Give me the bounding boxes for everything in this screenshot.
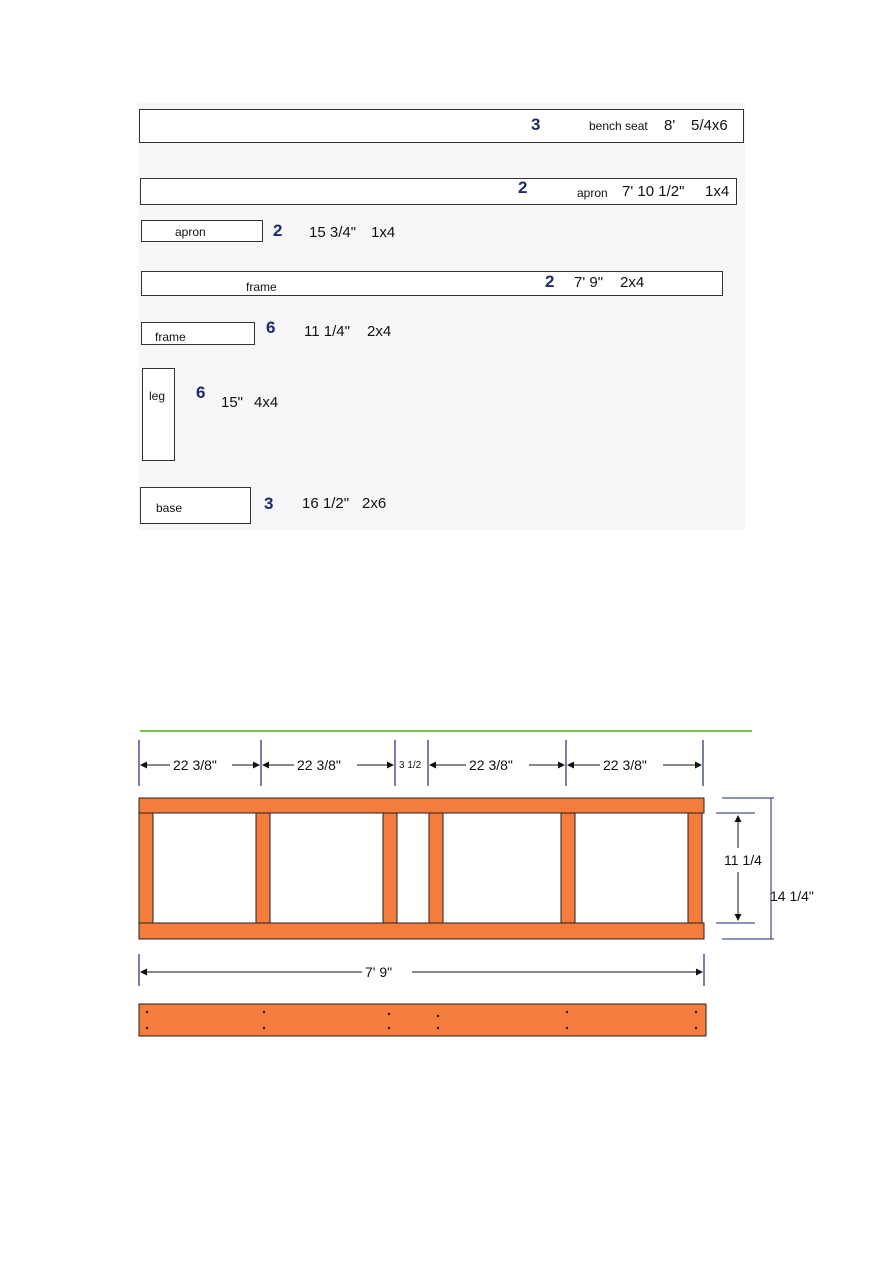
base-label: base bbox=[156, 501, 183, 515]
apron-long-length: 7' 10 1/2" bbox=[622, 183, 685, 200]
cross-piece-2 bbox=[256, 813, 270, 923]
frame-short-label: frame bbox=[155, 330, 186, 344]
frame-long-qty: 2 bbox=[545, 272, 555, 291]
base-length: 16 1/2" bbox=[302, 495, 350, 512]
frame-long-length: 7' 9" bbox=[574, 274, 604, 291]
bench-seat-length: 8' bbox=[664, 117, 676, 134]
cross-piece-1 bbox=[139, 813, 153, 923]
frame-short-length: 11 1/4" bbox=[304, 323, 350, 340]
bench-seat-label: bench seat bbox=[589, 119, 648, 133]
apron-short-size: 1x4 bbox=[371, 224, 396, 241]
frame-short-size: 2x4 bbox=[367, 323, 392, 340]
leg-length: 15" bbox=[221, 394, 244, 411]
cross-piece-4 bbox=[429, 813, 443, 923]
top-rail bbox=[139, 798, 704, 813]
height-ticks bbox=[716, 798, 774, 939]
base-size: 2x6 bbox=[362, 495, 387, 512]
outer-height: 14 1/4" bbox=[770, 888, 814, 904]
apron-short-qty: 2 bbox=[273, 221, 283, 240]
bench-seat-size: 5/4x6 bbox=[691, 117, 728, 134]
leg-qty: 6 bbox=[196, 383, 206, 402]
frame-long-label: frame bbox=[246, 280, 277, 294]
length-ticks bbox=[139, 954, 704, 986]
frame-short-qty: 6 bbox=[266, 318, 276, 337]
bench-seat-qty: 3 bbox=[531, 115, 541, 134]
cross-piece-6 bbox=[688, 813, 702, 923]
cross-piece-5 bbox=[561, 813, 575, 923]
apron-short-length: 15 3/4" bbox=[309, 224, 357, 241]
apron-long-label: apron bbox=[577, 186, 608, 200]
apron-long-qty: 2 bbox=[518, 178, 528, 197]
spacing-5: 22 3/8" bbox=[603, 757, 647, 773]
spacing-3: 3 1/2 bbox=[399, 760, 422, 771]
apron-short-label: apron bbox=[175, 225, 206, 239]
spacing-2: 22 3/8" bbox=[297, 757, 341, 773]
base-qty: 3 bbox=[264, 494, 274, 513]
spacing-4: 22 3/8" bbox=[469, 757, 513, 773]
cross-piece-3 bbox=[383, 813, 397, 923]
leg-label: leg bbox=[149, 389, 166, 403]
leg-size: 4x4 bbox=[254, 394, 279, 411]
frame-long-size: 2x4 bbox=[620, 274, 645, 291]
bottom-rail bbox=[139, 923, 704, 939]
spacing-1: 22 3/8" bbox=[173, 757, 217, 773]
overall-length: 7' 9" bbox=[365, 964, 393, 980]
inner-height: 11 1/4 bbox=[724, 852, 762, 868]
apron-long-size: 1x4 bbox=[705, 183, 730, 200]
side-view-board bbox=[139, 1004, 706, 1036]
